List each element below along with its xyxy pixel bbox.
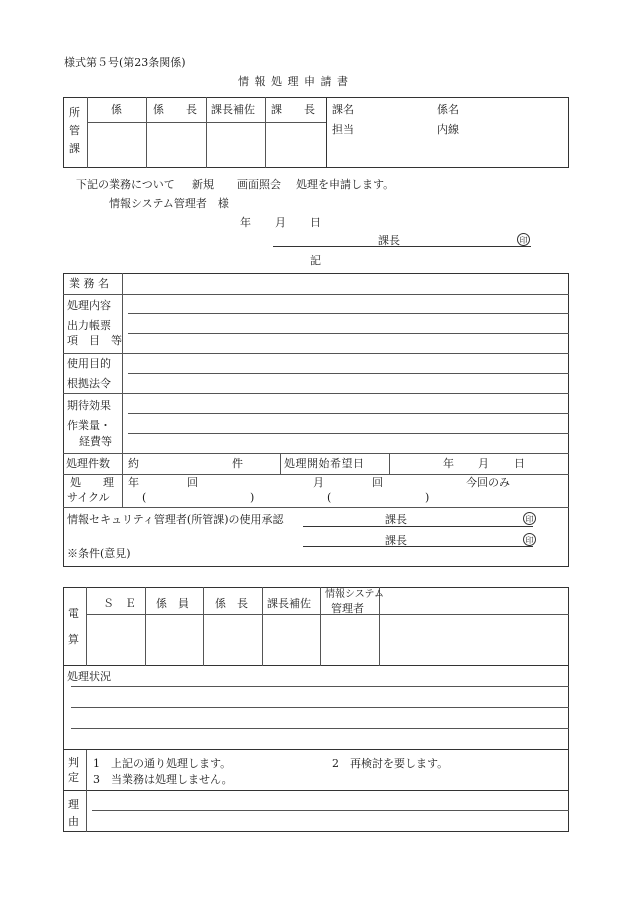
business-name-label: 業 務 名	[69, 277, 109, 290]
cycle-label-2: サイクル	[67, 491, 110, 504]
count-approx: 約	[128, 457, 139, 470]
paren-open-2: (	[327, 491, 332, 504]
start-year-label: 年	[443, 457, 454, 470]
expected-effect-label: 期待効果	[67, 399, 111, 412]
judgment-label-1: 判	[68, 756, 79, 769]
col-staff: 係 員	[156, 597, 189, 610]
judgment-option-3: 3 当業務は処理しません。	[93, 773, 233, 786]
signer-line	[273, 246, 531, 247]
addressee: 情報システム管理者 様	[109, 197, 229, 210]
judgment-option-1: 1 上記の通り処理します。	[93, 757, 232, 770]
cycle-times-1: 回	[187, 476, 198, 489]
cycle-month: 月	[313, 476, 324, 489]
security-signer-1: 課長	[385, 513, 407, 526]
extension-label: 内線	[437, 123, 459, 136]
col-manager: 課 長	[271, 103, 315, 116]
judgment-option-2: 2 再検討を要します。	[332, 757, 449, 770]
output-items-label: 項 目 等	[67, 334, 122, 347]
purpose-label: 使用目的	[67, 357, 111, 370]
signer-label: 課長	[378, 234, 400, 247]
start-month-label: 月	[478, 457, 489, 470]
unit-name-label: 係名	[437, 103, 459, 116]
section-name-label: 課名	[332, 103, 354, 116]
paren-open-1: (	[142, 491, 147, 504]
cycle-year: 年	[128, 476, 139, 489]
form-number: 様式第５号(第23条関係)	[64, 56, 186, 69]
once-only-label: 今回のみ	[466, 476, 510, 489]
judgment-label-2: 定	[68, 771, 79, 784]
paren-close-1: )	[250, 491, 255, 504]
count-unit: 件	[232, 457, 243, 470]
option-new: 新規	[192, 178, 214, 191]
cost-label: 経費等	[79, 435, 112, 448]
paren-close-2: )	[425, 491, 430, 504]
person-label: 担当	[332, 123, 354, 136]
col-sys-admin-2: 管理者	[331, 602, 364, 615]
date-year-label: 年	[240, 216, 251, 229]
computing-side-label-2: 算	[68, 633, 79, 646]
col-chief: 係 長	[153, 103, 197, 116]
col-deputy-manager: 課長補佐	[211, 103, 255, 116]
page-title: 情 報 処 理 申 請 書	[238, 75, 349, 88]
start-day-label: 日	[514, 457, 525, 470]
computing-side-label-1: 電	[68, 607, 79, 620]
option-screen-inquiry: 画面照会	[237, 178, 281, 191]
date-month-label: 月	[275, 216, 286, 229]
start-date-label: 処理開始希望日	[284, 457, 365, 470]
output-forms-label: 出力帳票	[67, 319, 111, 332]
col-se: Ｓ Ｅ	[103, 597, 136, 610]
seal-icon: 印	[523, 512, 536, 525]
count-label: 処理件数	[66, 457, 110, 470]
ki-label: 記	[310, 254, 321, 267]
col-deputy-manager: 課長補佐	[267, 597, 311, 610]
reason-label-1: 理	[68, 798, 79, 811]
col-chief: 係 長	[215, 597, 248, 610]
dept-side-label-2: 管	[69, 124, 80, 137]
seal-icon: 印	[523, 533, 536, 546]
dept-side-label-3: 課	[69, 142, 80, 155]
security-approval-label: 情報セキュリティ管理者(所管課)の使用承認	[67, 513, 284, 526]
request-suffix: 処理を申請します。	[296, 178, 395, 191]
reason-label-2: 由	[68, 815, 79, 828]
security-signer-2: 課長	[385, 534, 407, 547]
processing-content-label: 処理内容	[67, 299, 111, 312]
seal-icon: 印	[517, 233, 530, 246]
date-day-label: 日	[310, 216, 321, 229]
processing-status-label: 処理状況	[67, 670, 111, 683]
workload-label: 作業量・	[67, 419, 111, 432]
request-prefix: 下記の業務について	[76, 178, 175, 191]
dept-side-label-1: 所	[69, 106, 80, 119]
legal-basis-label: 根拠法令	[67, 377, 111, 390]
col-staff: 係	[111, 103, 122, 116]
cycle-times-2: 回	[372, 476, 383, 489]
cycle-label: 処 理	[70, 476, 114, 489]
conditions-label: ※条件(意見)	[67, 547, 131, 560]
col-sys-admin: 情報システム	[325, 589, 384, 600]
